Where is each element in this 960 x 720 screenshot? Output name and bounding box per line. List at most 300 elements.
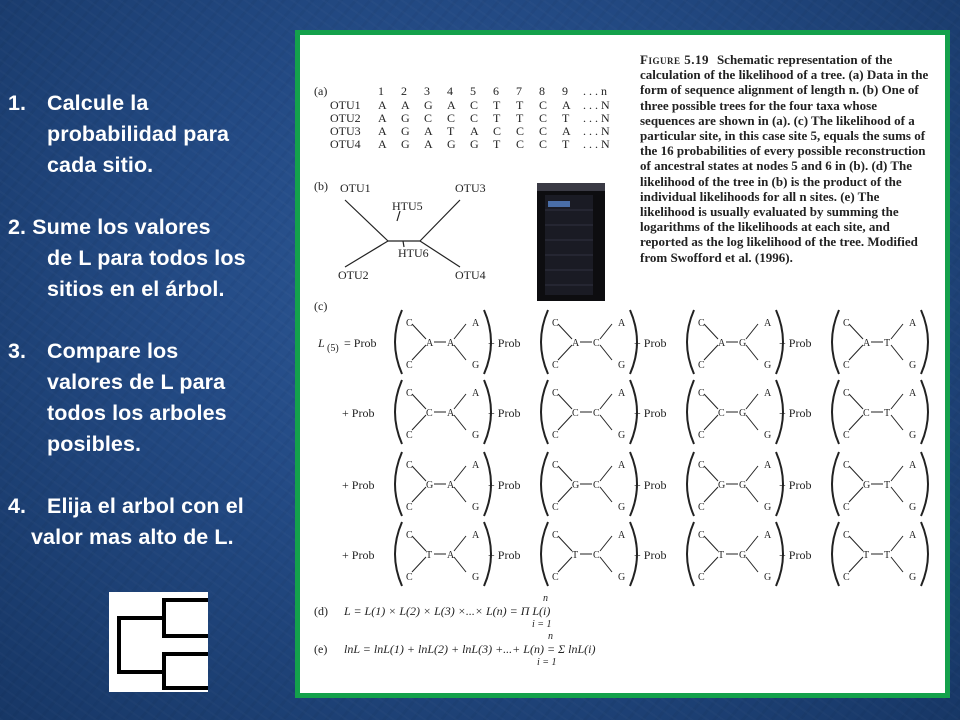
left-paren	[832, 380, 839, 444]
equation-e: lnL = lnL(1) + lnL(2) + lnL(3) +...+ L(n) = Σ lnL(i)	[344, 642, 596, 656]
tree-otu1: OTU1	[340, 181, 371, 195]
tip-label: G	[472, 572, 480, 583]
left-paren	[687, 310, 694, 374]
tip-label: C	[843, 360, 850, 371]
alignment-base: A	[378, 137, 387, 151]
branch-line	[600, 557, 612, 572]
tip-label: A	[618, 530, 626, 541]
branch-line	[558, 415, 572, 430]
plus-prob-label: + Prob	[342, 478, 375, 492]
branch-line	[558, 345, 572, 360]
tip-label: C	[698, 318, 705, 329]
alignment-base: G	[401, 137, 410, 151]
left-paren	[395, 310, 402, 374]
alignment-otu-name: OTU2	[330, 111, 361, 125]
tip-label: C	[698, 460, 705, 471]
branch-line	[558, 394, 572, 409]
likelihood-figure	[295, 30, 950, 698]
alignment-base: A	[424, 124, 433, 138]
tip-label: G	[909, 502, 917, 513]
step-1-line: probabilidad para	[47, 122, 230, 146]
branch-line	[849, 345, 863, 360]
alignment-base: . . . N	[583, 98, 610, 112]
tip-label: A	[909, 318, 917, 329]
alignment-position: 3	[424, 84, 430, 98]
node-5-state: C	[572, 408, 579, 419]
tip-label: C	[843, 460, 850, 471]
equals-prob-label: = Prob	[344, 336, 377, 350]
part-b-label: (b)	[314, 179, 328, 193]
plus-prob-label: + Prob	[779, 406, 812, 420]
branch-line	[600, 324, 612, 339]
node-5-state: A	[718, 338, 726, 349]
plus-prob-label: + Prob	[488, 406, 521, 420]
alignment-base: T	[493, 98, 501, 112]
tip-label: A	[472, 388, 480, 399]
tip-label: C	[406, 360, 413, 371]
alignment-position: 6	[493, 84, 499, 98]
step-3-line: Compare los	[47, 339, 179, 363]
branch-line	[558, 536, 572, 551]
branch-line	[746, 415, 758, 430]
sequence-alignment	[330, 84, 610, 151]
node-6-state: C	[593, 550, 600, 561]
tip-label: C	[698, 388, 705, 399]
tip-label: A	[472, 460, 480, 471]
left-paren	[687, 452, 694, 516]
tip-label: C	[552, 360, 559, 371]
branch-line	[704, 466, 718, 481]
equation-d: L = L(1) × L(2) × L(3) ×...× L(n) = Π L(i)	[344, 604, 551, 618]
tip-label: C	[698, 572, 705, 583]
tip-label: A	[764, 530, 772, 541]
step-4-number: 4.	[8, 494, 27, 518]
alignment-base: T	[562, 137, 570, 151]
plus-prob-label: + Prob	[634, 406, 667, 420]
alignment-base: . . . N	[583, 111, 610, 125]
part-d-label: (d)	[314, 604, 328, 618]
eq-d-lower: i = 1	[532, 619, 552, 630]
alignment-base: A	[378, 124, 387, 138]
branch-line	[849, 324, 863, 339]
branch-line	[704, 415, 718, 430]
branch-line	[746, 557, 758, 572]
tip-label: G	[764, 502, 772, 513]
alignment-base: C	[493, 124, 502, 138]
tip-label: C	[698, 430, 705, 441]
plus-prob-label: + Prob	[342, 548, 375, 562]
node-6-state: G	[739, 480, 747, 491]
branch-line	[849, 536, 863, 551]
left-paren	[687, 522, 694, 586]
alignment-base: A	[401, 98, 410, 112]
branch-line	[454, 466, 466, 481]
figure-label: Figure 5.19	[640, 52, 709, 67]
alignment-base: T	[447, 124, 455, 138]
tip-label: A	[764, 460, 772, 471]
alignment-otu-name: OTU4	[330, 137, 361, 151]
node-6-state: T	[884, 408, 891, 419]
node-5-state: A	[426, 338, 434, 349]
alignment-base: T	[562, 111, 570, 125]
tip-label: A	[618, 388, 626, 399]
node-5-state: T	[863, 550, 870, 561]
right-paren	[921, 452, 928, 516]
part-c-label: (c)	[314, 299, 328, 313]
step-3-line: valores de L para	[47, 370, 226, 394]
tip-label: C	[552, 530, 559, 541]
alignment-position: 4	[447, 84, 453, 98]
branch-line	[891, 487, 903, 502]
step-1	[0, 88, 298, 181]
branch-line	[891, 415, 903, 430]
tip-label: C	[843, 388, 850, 399]
alignment-position: 8	[539, 84, 545, 98]
alignment-base: C	[516, 124, 525, 138]
right-paren	[921, 522, 928, 586]
right-paren	[921, 380, 928, 444]
node-6-state: A	[447, 338, 455, 349]
right-paren	[921, 310, 928, 374]
node-6-state: T	[884, 338, 891, 349]
eq-e-upper: n	[548, 631, 553, 642]
alignment-position: . . . n	[583, 84, 607, 98]
step-1-text	[0, 88, 298, 181]
plus-prob-label: + Prob	[342, 406, 375, 420]
branch-line	[891, 466, 903, 481]
node-5-state: G	[863, 480, 871, 491]
left-paren	[541, 310, 548, 374]
left-paren	[832, 310, 839, 374]
alignment-base: A	[470, 124, 479, 138]
tip-label: G	[764, 360, 772, 371]
alignment-base: C	[470, 111, 479, 125]
node-5-state: C	[863, 408, 870, 419]
node-5-state: C	[426, 408, 433, 419]
alignment-base: A	[447, 98, 456, 112]
branch-line	[558, 466, 572, 481]
step-1-line: Calcule la	[47, 91, 149, 115]
branch-line	[704, 536, 718, 551]
alignment-base: G	[447, 137, 456, 151]
tip-label: G	[909, 430, 917, 441]
alignment-base: T	[493, 111, 501, 125]
branch-line	[849, 415, 863, 430]
tree-htu5: HTU5	[392, 199, 423, 213]
alignment-base: T	[493, 137, 501, 151]
eq-e-lower: i = 1	[537, 657, 557, 668]
tip-label: G	[472, 360, 480, 371]
tip-label: A	[764, 318, 772, 329]
tree-otu3: OTU3	[455, 181, 486, 195]
plus-prob-label: + Prob	[488, 336, 521, 350]
alignment-base: T	[516, 98, 524, 112]
step-4-line-2: valor mas alto de L.	[31, 525, 234, 549]
tip-label: C	[552, 572, 559, 583]
branch-line	[891, 557, 903, 572]
alignment-base: G	[424, 98, 433, 112]
tree-otu4: OTU4	[455, 268, 486, 282]
tip-label: G	[618, 430, 626, 441]
branch-line	[746, 487, 758, 502]
left-paren	[541, 522, 548, 586]
node-6-state: G	[739, 550, 747, 561]
alignment-position: 9	[562, 84, 568, 98]
branch-line	[849, 466, 863, 481]
node-5-state: G	[426, 480, 434, 491]
alignment-base: C	[539, 124, 548, 138]
tip-label: C	[698, 502, 705, 513]
steps-list	[0, 88, 298, 584]
tip-label: C	[843, 430, 850, 441]
alignment-base: C	[539, 98, 548, 112]
branch-line	[891, 536, 903, 551]
step-1-line: cada sitio.	[47, 153, 154, 177]
branch-line	[558, 557, 572, 572]
tip-label: A	[472, 318, 480, 329]
alignment-base: C	[516, 137, 525, 151]
figure-caption-text: Schematic representation of the calculation of the likelihood of a tree. (a) Data in the form of sequence alignment of length n. (b) One of three possible trees for the four taxa whose sequences are shown in (a). (c) The likelihood of a particular site, in this case site 5, equals the sums of the 16 probabilities of every possible reconstruction of ancestral states at nodes 5 and 6 in (b). (d) The likelihood of the tree in (b) is the product of the individual likelihoods for all n sites. (e) The likelihood is usually evaluated by summing the logarithms of the likelihoods at each site, and reported as the log likelihood of the tree. Modified from Swofford et al. (1996).	[640, 52, 929, 265]
left-paren	[832, 452, 839, 516]
tree-otu2: OTU2	[338, 268, 369, 282]
branch-line	[412, 345, 426, 360]
alignment-base: . . . N	[583, 124, 610, 138]
alignment-base: C	[470, 98, 479, 112]
step-3-line: todos los arboles	[47, 401, 227, 425]
alignment-base: A	[562, 124, 571, 138]
tip-label: C	[698, 360, 705, 371]
branch-line	[891, 324, 903, 339]
part-a-label: (a)	[314, 84, 328, 98]
tip-label: G	[909, 572, 917, 583]
branch-line	[849, 394, 863, 409]
tip-label: G	[909, 360, 917, 371]
branch-line	[746, 324, 758, 339]
step-3	[0, 336, 298, 460]
node-5-state: G	[572, 480, 580, 491]
tip-label: C	[406, 460, 413, 471]
alignment-otu-name: OTU1	[330, 98, 361, 112]
step-3-number: 3.	[8, 339, 27, 363]
left-paren	[395, 522, 402, 586]
tip-label: A	[618, 460, 626, 471]
branch-line	[600, 487, 612, 502]
step-2-text	[0, 212, 298, 305]
left-paren	[541, 452, 548, 516]
node-6-state: A	[447, 550, 455, 561]
tip-label: C	[406, 572, 413, 583]
node-6-state: C	[593, 338, 600, 349]
tip-label: C	[843, 318, 850, 329]
alignment-otu-name: OTU3	[330, 124, 361, 138]
alignment-base: A	[562, 98, 571, 112]
branch-line	[746, 466, 758, 481]
tip-label: C	[552, 318, 559, 329]
likelihood-L-label: L	[318, 336, 325, 350]
step-2-line: 2. Sume los valores	[8, 215, 211, 239]
alignment-base: G	[401, 111, 410, 125]
likelihood-L-subscript: (5)	[327, 343, 339, 354]
tip-label: A	[909, 388, 917, 399]
tip-label: A	[764, 388, 772, 399]
branch-line	[412, 487, 426, 502]
alignment-base: A	[378, 111, 387, 125]
branch-line	[454, 345, 466, 360]
left-paren	[541, 380, 548, 444]
step-1-number: 1.	[8, 91, 27, 115]
node-5-state: A	[572, 338, 580, 349]
step-3-line: posibles.	[47, 432, 142, 456]
branch-line	[849, 487, 863, 502]
step-4-line-1: Elija el arbol con el	[47, 494, 244, 518]
tip-label: C	[406, 388, 413, 399]
tip-label: C	[552, 460, 559, 471]
branch-line	[412, 394, 426, 409]
node-6-state: A	[447, 408, 455, 419]
plus-prob-label: + Prob	[634, 478, 667, 492]
branch-line	[454, 324, 466, 339]
branch-line	[849, 557, 863, 572]
node-6-state: G	[739, 338, 747, 349]
tip-label: C	[552, 502, 559, 513]
figure-diagram	[300, 35, 945, 693]
tip-label: A	[472, 530, 480, 541]
node-5-state: G	[718, 480, 726, 491]
alignment-base: T	[516, 111, 524, 125]
branch-line	[412, 415, 426, 430]
node-6-state: C	[593, 480, 600, 491]
tip-label: G	[472, 502, 480, 513]
left-paren	[832, 522, 839, 586]
branch-line	[704, 345, 718, 360]
tip-label: C	[406, 430, 413, 441]
node-5-state: A	[863, 338, 871, 349]
step-4	[0, 491, 298, 553]
alignment-base: A	[424, 137, 433, 151]
alignment-base: C	[447, 111, 456, 125]
probability-grid	[317, 310, 928, 586]
alignment-base: G	[470, 137, 479, 151]
tip-label: G	[764, 430, 772, 441]
branch-line	[704, 324, 718, 339]
alignment-position: 2	[401, 84, 407, 98]
node-5-state: C	[718, 408, 725, 419]
tip-label: G	[618, 360, 626, 371]
branch-line	[746, 345, 758, 360]
branch-line	[704, 487, 718, 502]
plus-prob-label: + Prob	[634, 548, 667, 562]
node-6-state: A	[447, 480, 455, 491]
plus-prob-label: + Prob	[779, 336, 812, 350]
alignment-position: 5	[470, 84, 476, 98]
alignment-position: 7	[516, 84, 522, 98]
branch-line	[600, 536, 612, 551]
node-6-state: T	[884, 480, 891, 491]
step-3-text	[0, 336, 298, 460]
branch-line	[454, 487, 466, 502]
tip-label: C	[843, 530, 850, 541]
node-5-state: T	[572, 550, 579, 561]
branch-line	[600, 394, 612, 409]
branch-line	[600, 466, 612, 481]
plus-prob-label: + Prob	[488, 478, 521, 492]
branch-line	[558, 324, 572, 339]
plus-prob-label: + Prob	[779, 478, 812, 492]
part-e-label: (e)	[314, 642, 328, 656]
branch-line	[412, 466, 426, 481]
tip-label: G	[618, 572, 626, 583]
eq-d-upper: n	[543, 593, 548, 604]
tip-label: A	[618, 318, 626, 329]
branch-line	[891, 345, 903, 360]
branch-line	[600, 345, 612, 360]
alignment-base: C	[539, 137, 548, 151]
node-5-state: T	[718, 550, 725, 561]
tip-label: C	[843, 572, 850, 583]
branch-line	[454, 536, 466, 551]
branch-line	[454, 394, 466, 409]
alignment-base: C	[424, 111, 433, 125]
branch-line	[891, 394, 903, 409]
step-2	[0, 212, 298, 305]
step-2-line: de L para todos los	[47, 246, 246, 270]
branch-line	[746, 536, 758, 551]
branch-line	[412, 324, 426, 339]
node-5-state: T	[426, 550, 433, 561]
plus-prob-label: + Prob	[488, 548, 521, 562]
node-6-state: T	[884, 550, 891, 561]
cladogram-icon	[109, 592, 208, 692]
node-6-state: C	[593, 408, 600, 419]
step-2-line: sitios en el árbol.	[47, 277, 225, 301]
node-6-state: G	[739, 408, 747, 419]
tip-label: C	[843, 502, 850, 513]
alignment-base: A	[378, 98, 387, 112]
tip-label: C	[406, 318, 413, 329]
tip-label: A	[909, 530, 917, 541]
left-paren	[395, 380, 402, 444]
plus-prob-label: + Prob	[779, 548, 812, 562]
branch-line	[704, 394, 718, 409]
branch-line	[746, 394, 758, 409]
alignment-base: . . . N	[583, 137, 610, 151]
tip-label: C	[698, 530, 705, 541]
tip-label: G	[764, 572, 772, 583]
server-image	[537, 183, 605, 301]
branch-line	[412, 557, 426, 572]
tree-htu6: HTU6	[398, 246, 429, 260]
branch-line	[454, 415, 466, 430]
tip-label: C	[406, 530, 413, 541]
branch-line	[558, 487, 572, 502]
alignment-position: 1	[378, 84, 384, 98]
alignment-base: G	[401, 124, 410, 138]
tip-label: G	[472, 430, 480, 441]
branch-line	[600, 415, 612, 430]
tip-label: A	[909, 460, 917, 471]
tip-label: G	[618, 502, 626, 513]
tip-label: C	[406, 502, 413, 513]
tip-label: C	[552, 388, 559, 399]
alignment-base: C	[539, 111, 548, 125]
tip-label: C	[552, 430, 559, 441]
branch-line	[412, 536, 426, 551]
left-paren	[687, 380, 694, 444]
branch-line	[704, 557, 718, 572]
branch-line	[454, 557, 466, 572]
left-paren	[395, 452, 402, 516]
plus-prob-label: + Prob	[634, 336, 667, 350]
